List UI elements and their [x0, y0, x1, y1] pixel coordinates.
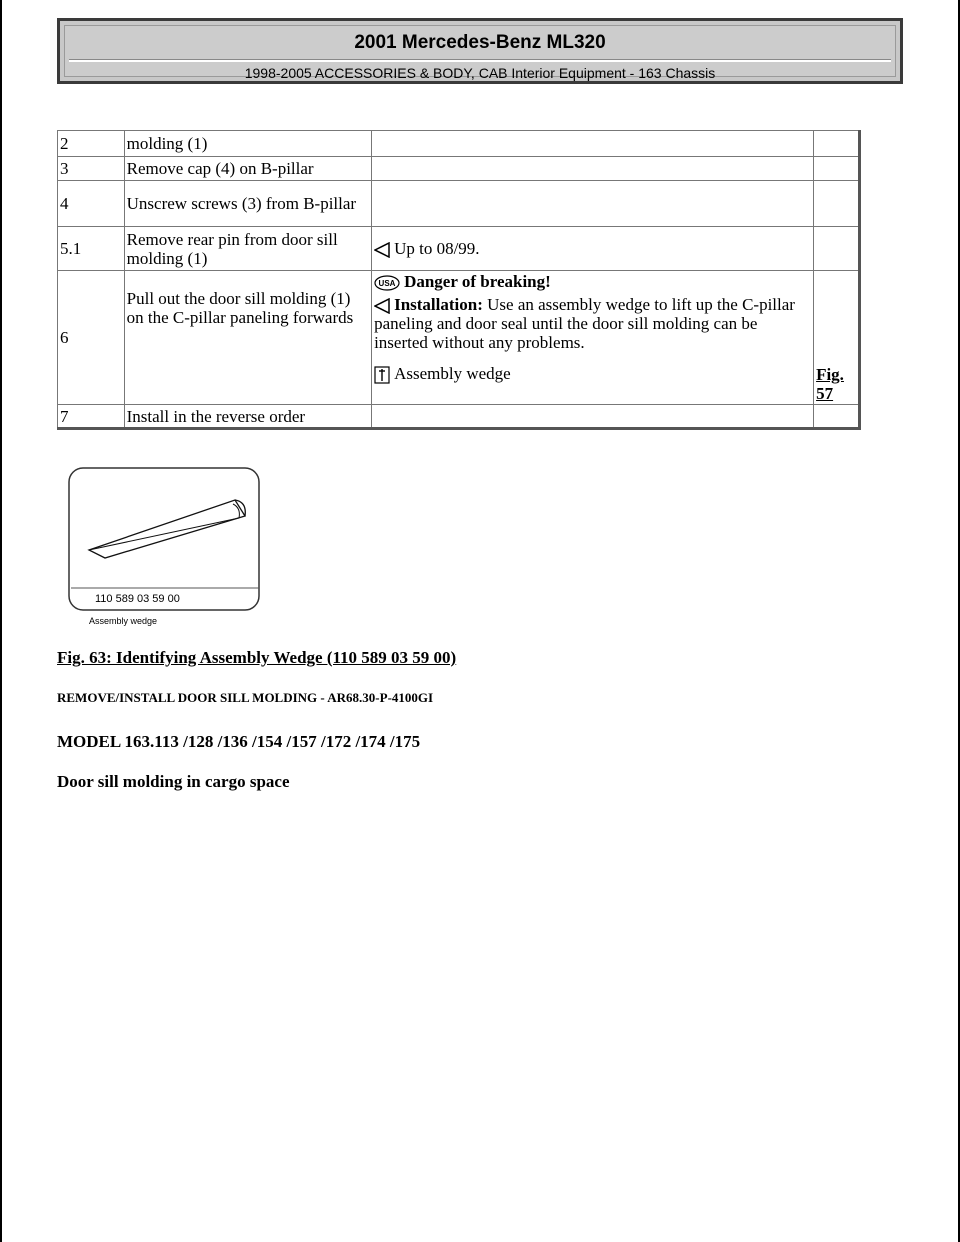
info-bold: Installation:: [394, 295, 483, 315]
info-tool: [374, 364, 811, 384]
usa-icon: [374, 275, 400, 291]
step-text: molding (1): [124, 131, 371, 157]
part-number-label: 110 589 03 59 00: [95, 593, 180, 605]
table-row: [58, 271, 860, 405]
step-info: [372, 227, 814, 271]
step-number: 2: [58, 131, 125, 157]
svg-text:USA: USA: [378, 279, 396, 289]
figure-link[interactable]: Fig. 57: [816, 365, 844, 403]
step-figure-ref: [814, 271, 860, 405]
step-info: [372, 131, 814, 157]
note-icon: [374, 298, 390, 314]
info-bold: Danger of breaking!: [404, 272, 551, 291]
info-warning: [374, 272, 811, 291]
subheading: Door sill molding in cargo space: [57, 772, 290, 791]
info-text: Up to 08/99.: [394, 238, 480, 258]
step-info: [372, 181, 814, 227]
step-info: [372, 405, 814, 429]
header-subtitle: 1998-2005 ACCESSORIES & BODY, CAB Interior Equipment - 163 Chassis: [244, 65, 716, 81]
table-row: [58, 131, 860, 157]
table-row: [58, 227, 860, 271]
step-text: Install in the reverse order: [124, 405, 371, 429]
step-text: Remove rear pin from door sill molding (1): [124, 227, 371, 271]
page-border-left: [0, 0, 2, 1242]
step-info: [372, 157, 814, 181]
step-text: Unscrew screws (3) from B-pillar: [124, 181, 371, 227]
tool-icon: [374, 366, 390, 384]
step-number: 7: [58, 405, 125, 429]
step-info: [372, 271, 814, 405]
header-panel: [64, 25, 896, 81]
step-figure-ref: [814, 181, 860, 227]
header-title: 2001 Mercedes-Benz ML320: [354, 32, 606, 53]
info-note: [374, 239, 811, 258]
table-row: [58, 181, 860, 227]
step-figure-ref: [814, 157, 860, 181]
step-text: Pull out the door sill molding (1) on the C-pillar paneling forwards: [124, 271, 371, 405]
step-number: 5.1: [58, 227, 125, 271]
step-number: 3: [58, 157, 125, 181]
header-divider: [69, 59, 891, 62]
table-row: [58, 157, 860, 181]
table-row: [58, 405, 860, 429]
info-text: Use an assembly wedge to lift up the C-pillar paneling and door seal until the door sill molding can be inserted without any problems.: [374, 295, 795, 353]
note-icon: [374, 242, 390, 258]
procedure-title: REMOVE/INSTALL DOOR SILL MOLDING - AR68.30-P-4100GI: [57, 690, 434, 705]
step-text: Remove cap (4) on B-pillar: [124, 157, 371, 181]
procedure-steps-table: [57, 130, 861, 430]
step-figure-ref: [814, 227, 860, 271]
assembly-wedge-figure: [67, 466, 263, 626]
assembly-wedge-illustration: [67, 466, 263, 626]
step-number: 6: [58, 271, 125, 405]
info-text: Assembly wedge: [394, 364, 511, 384]
tool-name-label: Assembly wedge: [89, 616, 158, 626]
info-installation: [374, 295, 811, 352]
step-number: 4: [58, 181, 125, 227]
step-figure-ref: [814, 131, 860, 157]
step-figure-ref: [814, 405, 860, 429]
model-heading: MODEL 163.113 /128 /136 /154 /157 /172 /174 /175: [57, 732, 421, 751]
figure-caption[interactable]: Fig. 63: Identifying Assembly Wedge (110 589 03 59 00): [57, 648, 457, 667]
page-header: [57, 18, 903, 84]
